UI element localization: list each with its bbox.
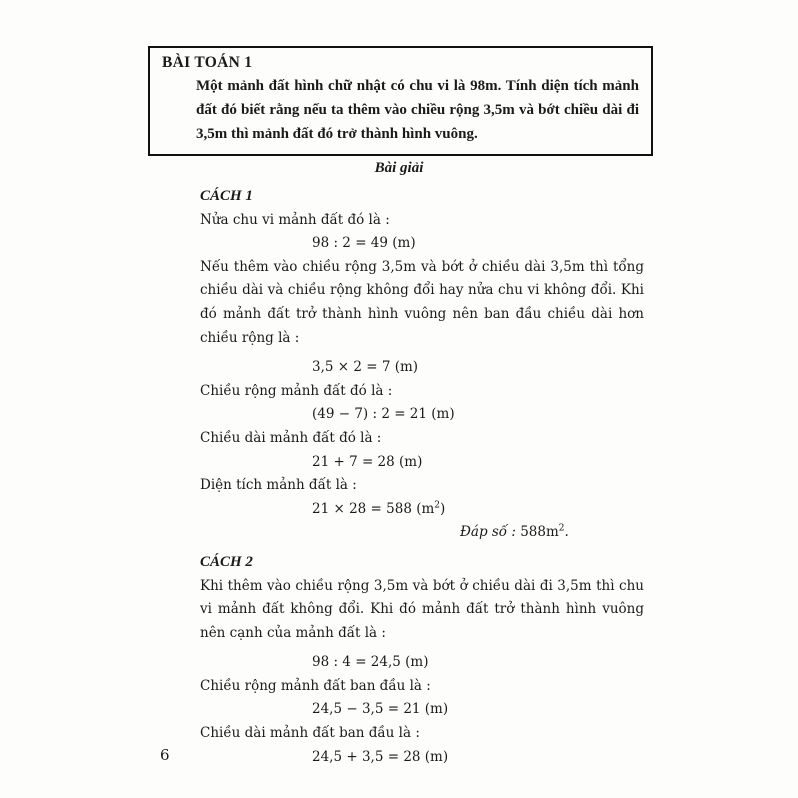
method-1-step-4: Chiều dài mảnh đất đó là : xyxy=(200,429,382,446)
problem-statement: Một mảnh đất hình chữ nhật có chu vi là 98m. Tính diện tích mảnh đất đó biết rằng nếu ta thêm vào chiều rộng 3,5m và bớt chiều dài đi 3,5m thì mảnh đất đó trở thành hình vuông. xyxy=(196,78,639,142)
problem-box xyxy=(148,46,653,156)
solution-content xyxy=(200,185,644,769)
method-1-calc-4: 21 + 7 = 28 (m) xyxy=(312,453,423,470)
method-1-step-2: Nếu thêm vào chiều rộng 3,5m và bớt ở chiều dài 3,5m thì tổng chiều dài và chiều rộng không đổi hay nửa chu vi không đổi. Khi đó mảnh đất trở thành hình vuông nên ban đầu chiều dài hơn chiều rộng là : xyxy=(200,258,644,346)
problem-title: BÀI TOÁN 1 xyxy=(162,54,253,71)
method-1-calc-5 xyxy=(200,498,644,522)
method-2-calc-1: 98 : 4 = 24,5 (m) xyxy=(312,654,429,671)
method-1-calc-1: 98 : 2 = 49 (m) xyxy=(312,235,416,252)
method-2-title: CÁCH 2 xyxy=(200,553,253,570)
method-2-calc-3: 24,5 + 3,5 = 28 (m) xyxy=(312,748,449,765)
answer-sup: 2 xyxy=(558,523,565,534)
method-1-calc-5-end: ) xyxy=(440,500,446,517)
method-1-step-5: Diện tích mảnh đất là : xyxy=(200,477,357,494)
method-2-calc-2: 24,5 − 3,5 = 21 (m) xyxy=(312,701,449,718)
method-1-calc-5-sup: 2 xyxy=(434,500,441,511)
method-1-step-3: Chiều rộng mảnh đất đó là : xyxy=(200,382,393,399)
method-1-title: CÁCH 1 xyxy=(200,188,253,204)
method-1-calc-2: 3,5 × 2 = 7 (m) xyxy=(312,359,419,376)
method-1-answer xyxy=(200,521,644,545)
answer-end: . xyxy=(564,524,569,541)
method-1-step-1: Nửa chu vi mảnh đất đó là : xyxy=(200,211,390,228)
page-number: 6 xyxy=(160,746,170,764)
answer-label: Đáp số : xyxy=(460,524,516,541)
method-1-calc-3: (49 − 7) : 2 = 21 (m) xyxy=(312,406,455,423)
method-2-step-2: Chiều rộng mảnh đất ban đầu là : xyxy=(200,677,431,694)
method-2-step-3: Chiều dài mảnh đất ban đầu là : xyxy=(200,725,420,742)
method-2-step-1: Khi thêm vào chiều rộng 3,5m và bớt ở chiều dài đi 3,5m thì chu vi mảnh đất không đổi. Khi đó mảnh đất trở thành hình vuông nên cạnh của mảnh đất là : xyxy=(200,577,644,641)
method-1-calc-5-main: 21 × 28 = 588 (m xyxy=(312,500,435,517)
answer-value: 588m xyxy=(520,524,559,541)
solution-heading: Bài giải xyxy=(374,160,424,176)
